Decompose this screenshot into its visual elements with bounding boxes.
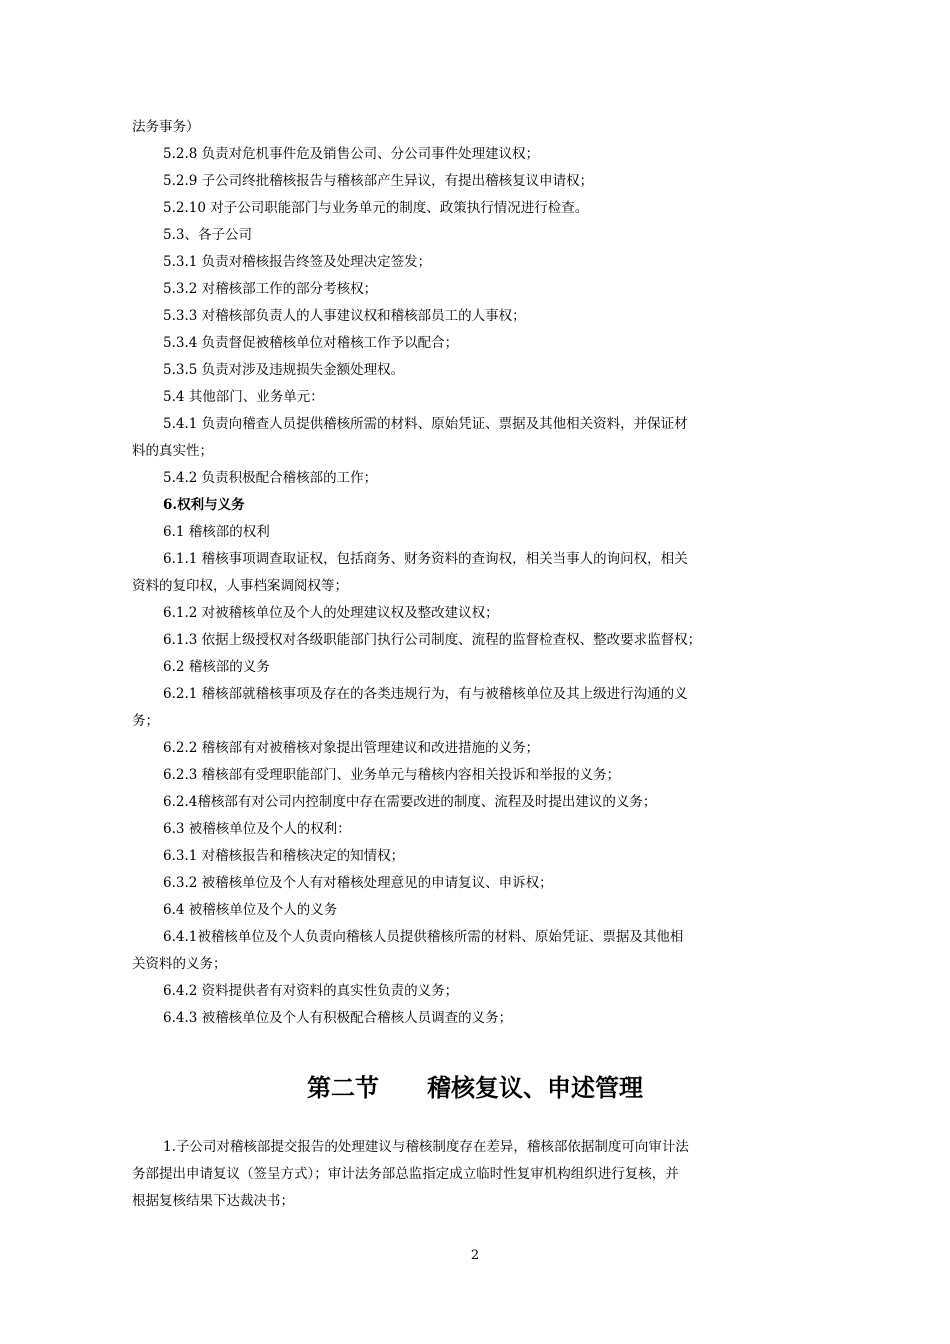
text-line: 1.子公司对稽核部提交报告的处理建议与稽核制度存在差异，稽核部依据制度可向审计法: [163, 1139, 689, 1155]
text-line: 5.3.2 对稽核部工作的部分考核权；: [163, 281, 378, 297]
text-line: 6.2.4稽核部有对公司内控制度中存在需要改进的制度、流程及时提出建议的义务；: [163, 794, 657, 810]
text-line: 6.2.3 稽核部有受理职能部门、业务单元与稽核内容相关投诉和举报的义务；: [163, 767, 621, 783]
text-line: 5.3.1 负责对稽核报告终签及处理决定签发；: [163, 254, 432, 270]
text-line: 5.2.9 子公司终批稽核报告与稽核部产生异议，有提出稽核复议申请权；: [163, 173, 594, 189]
text-line: 6.1.1 稽核事项调查取证权，包括商务、财务资料的查询权，相关当事人的询问权，相关: [163, 551, 688, 567]
text-line: 5.3.5 负责对涉及违规损失金额处理权。: [163, 362, 405, 378]
text-line: 法务事务）: [132, 119, 200, 135]
section-title: 第二节 稽核复议、申述管理: [307, 1074, 643, 1102]
text-line: 6.2.2 稽核部有对被稽核对象提出管理建议和改进措施的义务；: [163, 740, 540, 756]
text-line: 资料的复印权，人事档案调阅权等；: [132, 578, 348, 594]
text-line: 6.4.2 资料提供者有对资料的真实性负责的义务；: [163, 983, 459, 999]
text-line: 5.4.2 负责积极配合稽核部的工作；: [163, 470, 378, 486]
text-line: 5.4 其他部门、业务单元：: [163, 389, 324, 405]
body-text: [132, 114, 792, 1032]
text-line: 5.3.3 对稽核部负责人的人事建议权和稽核部员工的人事权；: [163, 308, 526, 324]
text-line: 务部提出申请复议（签呈方式）；审计法务部总监指定成立临时性复审机构组织进行复核，并: [132, 1166, 679, 1182]
page-number: 2: [470, 1248, 480, 1263]
text-line: 6.4.3 被稽核单位及个人有积极配合稽核人员调查的义务；: [163, 1010, 513, 1026]
text-line: 6.1 稽核部的权利: [163, 524, 270, 540]
text-line: 6.2.1 稽核部就稽核事项及存在的各类违规行为，有与被稽核单位及其上级进行沟通的义: [163, 686, 688, 702]
text-line: 6.1.2 对被稽核单位及个人的处理建议权及整改建议权；: [163, 605, 499, 621]
text-line: 5.2.8 负责对危机事件危及销售公司、分公司事件处理建议权；: [163, 146, 540, 162]
text-line: 根据复核结果下达裁决书；: [132, 1193, 294, 1209]
text-line: 6.权利与义务: [163, 497, 245, 513]
text-line: 5.3、各子公司: [163, 227, 252, 243]
text-line: 6.1.3 依据上级授权对各级职能部门执行公司制度、流程的监督检查权、整改要求监督权；: [163, 632, 702, 648]
text-line: 6.2 稽核部的义务: [163, 659, 270, 675]
text-line: 6.4 被稽核单位及个人的义务: [163, 902, 338, 918]
text-line: 关资料的义务；: [132, 956, 227, 972]
text-line: 6.4.1被稽核单位及个人负责向稽核人员提供稽核所需的材料、原始凭证、票据及其他相: [163, 929, 684, 945]
section-body-text: [132, 1134, 792, 1215]
text-line: 6.3.1 对稽核报告和稽核决定的知情权；: [163, 848, 405, 864]
text-line: 料的真实性；: [132, 443, 213, 459]
text-line: 5.4.1 负责向稽查人员提供稽核所需的材料、原始凭证、票据及其他相关资料，并保证材: [163, 416, 688, 432]
text-line: 5.2.10 对子公司职能部门与业务单元的制度、政策执行情况进行检查。: [163, 200, 589, 216]
text-line: 5.3.4 负责督促被稽核单位对稽核工作予以配合；: [163, 335, 459, 351]
text-line: 务；: [132, 713, 159, 729]
text-line: 6.3.2 被稽核单位及个人有对稽核处理意见的申请复议、申诉权；: [163, 875, 553, 891]
text-line: 6.3 被稽核单位及个人的权利：: [163, 821, 351, 837]
